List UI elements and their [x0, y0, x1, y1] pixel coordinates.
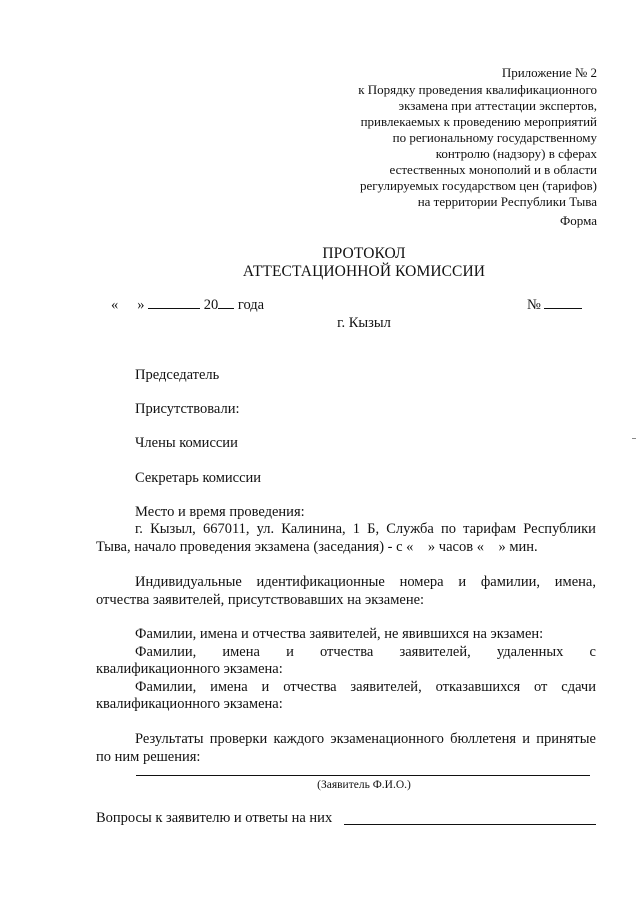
present-label: Присутствовали:: [135, 401, 240, 417]
commission-title: АТТЕСТАЦИОННОЙ КОМИССИИ: [242, 263, 486, 280]
applicant-caption: (Заявитель Ф.И.О.): [317, 779, 411, 791]
date-line: [111, 298, 264, 313]
results-line-2: по ним решения:: [96, 749, 201, 765]
secretary-label: Секретарь комиссии: [135, 470, 262, 486]
year-prefix: 20: [203, 297, 219, 313]
place-time-line-2: Тыва, начало проведения экзамена (заседания) - с « » часов « » мин.: [96, 539, 538, 555]
number-sign: №: [527, 297, 541, 313]
appendix-line: экзамена при аттестации экспертов,: [398, 98, 597, 113]
appendix-line: регулируемых государством цен (тарифов): [359, 178, 597, 193]
scan-mark: [632, 438, 636, 439]
year-suffix: года: [237, 297, 265, 313]
appendix-line: привлекаемых к проведению мероприятий: [360, 114, 597, 129]
open-quote: «: [111, 297, 119, 313]
form-label: Форма: [560, 213, 597, 228]
questions-line: [344, 824, 596, 825]
appendix-line: Приложение № 2: [501, 65, 597, 80]
appendix-line: по региональному государственному: [392, 130, 597, 145]
questions-label: Вопросы к заявителю и ответы на них: [96, 810, 333, 826]
absent-label: Фамилии, имена и отчества заявителей, не явившихся на экзамен:: [135, 626, 544, 642]
ids-line-1: Индивидуальные идентификационные номера и фамилии, имена,: [135, 574, 596, 590]
date-month-blank: [148, 308, 200, 309]
city: г. Кызыл: [337, 315, 391, 331]
number-blank: [544, 308, 582, 309]
applicant-line: [136, 775, 590, 776]
chairman-label: Председатель: [135, 367, 220, 383]
appendix-line: контролю (надзору) в сферах: [435, 146, 597, 161]
appendix-line: на территории Республики Тыва: [417, 194, 597, 209]
refused-line-1: Фамилии, имена и отчества заявителей, отказавшихся от сдачи: [135, 679, 596, 695]
refused-line-2: квалификационного экзамена:: [96, 696, 283, 712]
close-quote: »: [137, 297, 145, 313]
removed-line-2: квалификационного экзамена:: [96, 661, 283, 677]
removed-line-1: Фамилии, имена и отчества заявителей, удаленных с: [135, 644, 596, 660]
place-time-line-1: г. Кызыл, 667011, ул. Калинина, 1 Б, Служба по тарифам Республики: [135, 521, 596, 537]
place-time-label: Место и время проведения:: [135, 504, 305, 520]
ids-line-2: отчества заявителей, присутствовавших на экзамене:: [96, 592, 425, 608]
year-blank: [218, 308, 234, 309]
members-label: Члены комиссии: [135, 435, 238, 451]
protocol-number: [527, 298, 582, 313]
appendix-line: к Порядку проведения квалификационного: [358, 82, 597, 97]
appendix-line: естественных монополий и в области: [389, 162, 597, 177]
results-line-1: Результаты проверки каждого экзаменационного бюллетеня и принятые: [135, 731, 596, 747]
protocol-title: ПРОТОКОЛ: [322, 245, 406, 262]
